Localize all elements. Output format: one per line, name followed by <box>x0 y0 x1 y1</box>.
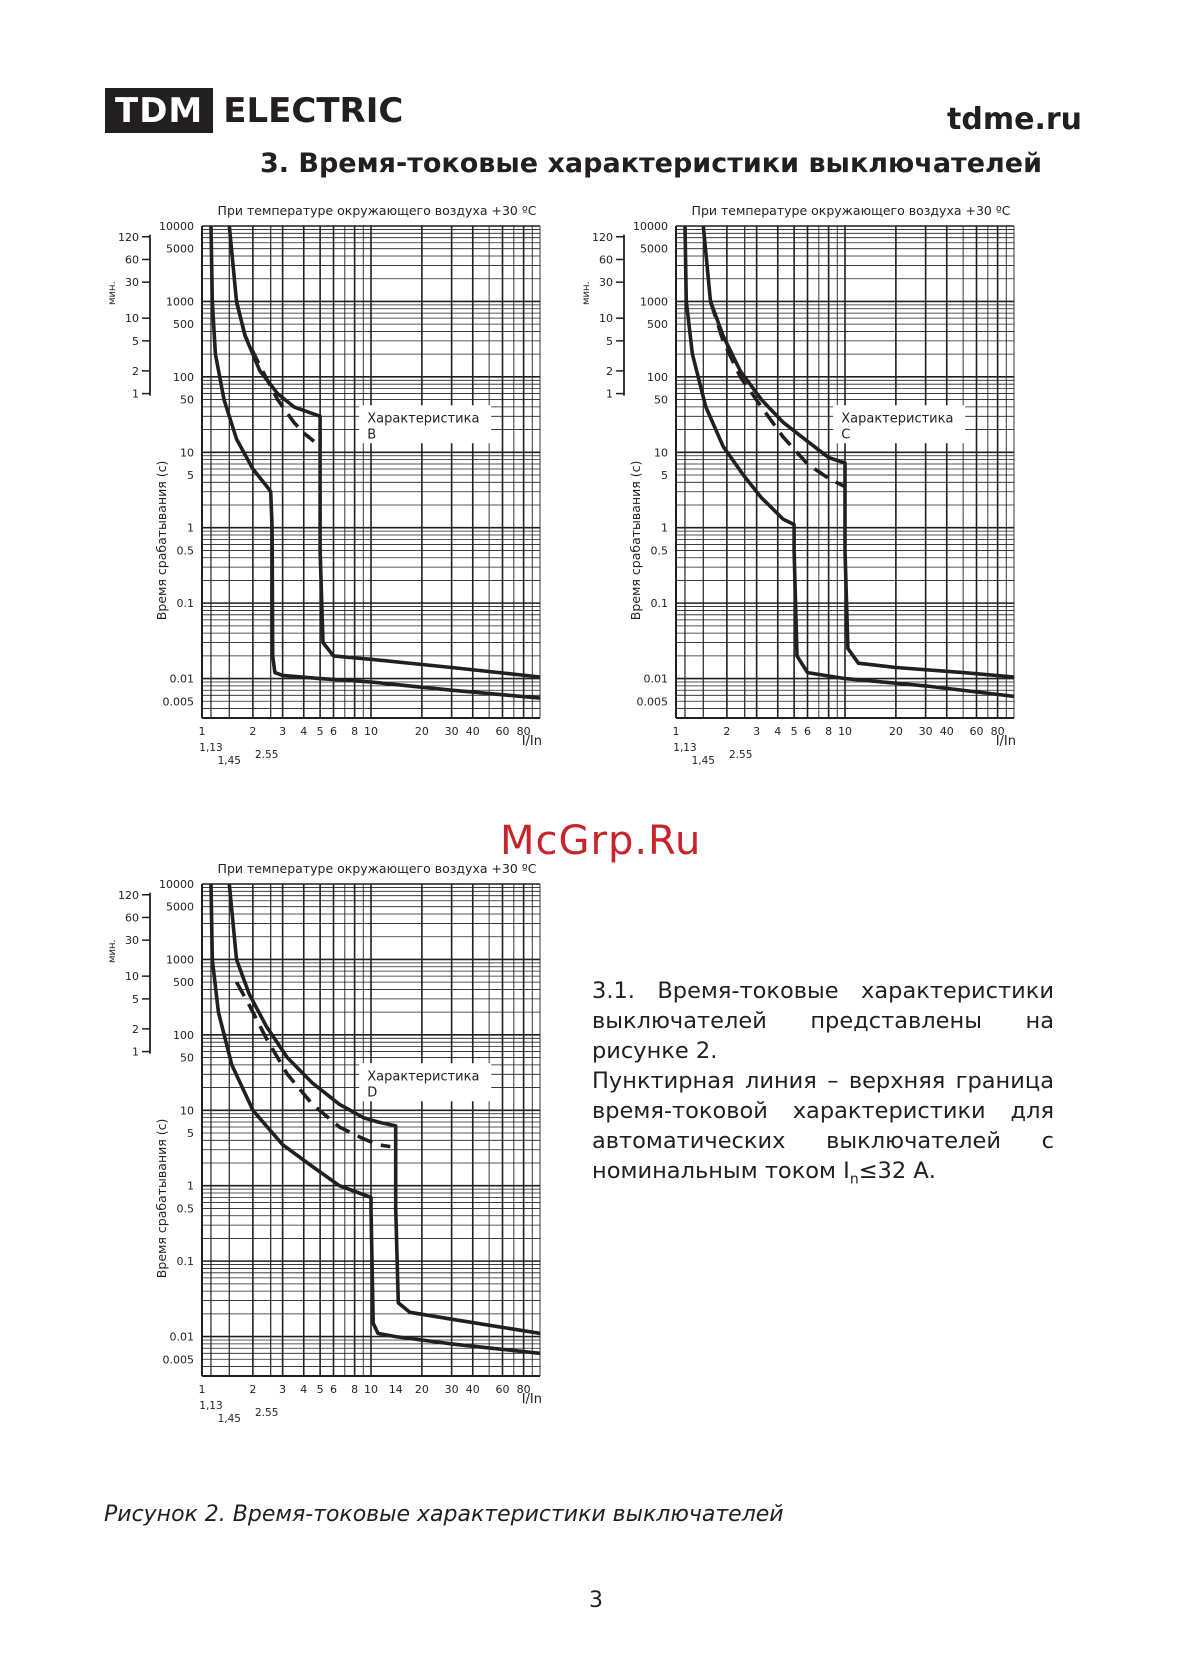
y-tick-label: 0.5 <box>176 544 194 558</box>
x-axis-label: I/In <box>521 1392 542 1407</box>
x-tick-label: 2 <box>723 725 731 738</box>
x-tick-label: 4 <box>300 1383 308 1396</box>
x-tick-label: 60 <box>495 1383 510 1396</box>
characteristic-label: Характеристика <box>367 411 480 427</box>
minutes-tick-label: 60 <box>125 253 139 267</box>
x-tick-label: 10 <box>364 725 378 738</box>
x-tick-label: 6 <box>804 725 812 738</box>
minutes-tick-label: 120 <box>118 888 139 902</box>
x-tick-label: 3 <box>279 1383 287 1396</box>
y-tick-label: 10 <box>180 446 194 460</box>
y-tick-label: 0.1 <box>650 597 668 611</box>
x-extra-tick-label: 1,13 <box>199 1400 223 1412</box>
minutes-tick-label: 2 <box>132 1022 139 1036</box>
x-tick-label: 20 <box>888 725 903 738</box>
chart-characteristic-b <box>100 196 560 806</box>
x-tick-label: 10 <box>838 725 852 738</box>
chart-title: При температуре окружающего воздуха +30 ºС <box>217 203 537 218</box>
tdm-logo <box>105 88 403 133</box>
y-tick-label: 10000 <box>159 878 194 891</box>
chart-title: При температуре окружающего воздуха +30 ºС <box>217 861 537 876</box>
x-tick-label: 30 <box>918 725 933 738</box>
y-tick-label: 0.01 <box>169 1330 194 1344</box>
chart-characteristic-c <box>574 196 1034 806</box>
x-tick-label: 60 <box>495 725 510 738</box>
y-tick-label: 1000 <box>166 295 194 309</box>
y-tick-label: 5 <box>187 1126 194 1140</box>
minutes-tick-label: 5 <box>132 334 139 348</box>
minutes-tick-label: 5 <box>132 992 139 1006</box>
x-axis-label: I/In <box>521 734 542 749</box>
x-tick-label: 40 <box>465 1383 480 1396</box>
y-tick-label: 10 <box>180 1104 194 1118</box>
characteristic-label: Характеристика <box>841 411 954 427</box>
chart-title: При температуре окружающего воздуха +30 ºС <box>691 203 1011 218</box>
y-tick-label: 0.005 <box>162 1353 194 1367</box>
x-tick-label: 5 <box>316 1383 324 1396</box>
x-tick-label: 1 <box>198 1383 206 1396</box>
x-tick-label: 80 <box>516 725 531 738</box>
y-tick-label: 1000 <box>640 295 668 309</box>
x-tick-label: 8 <box>825 725 833 738</box>
x-axis-label: I/In <box>995 734 1016 749</box>
x-tick-label: 6 <box>330 725 338 738</box>
description-text <box>592 976 1054 1195</box>
y-tick-label: 5 <box>661 468 668 482</box>
figure-caption: Рисунок 2. Время-токовые характеристики выключателей <box>104 1502 784 1527</box>
y-tick-label: 5000 <box>166 900 194 914</box>
chart-characteristic-d <box>100 854 560 1464</box>
y-tick-label: 0.5 <box>176 1202 194 1216</box>
x-tick-label: 4 <box>300 725 308 738</box>
para2-sub: n <box>849 1171 859 1188</box>
para2-suffix: ≤32 А. <box>858 1158 936 1184</box>
x-extra-tick-label: 1,13 <box>673 742 697 754</box>
x-tick-label: 20 <box>414 725 429 738</box>
minutes-tick-label: 10 <box>599 312 613 326</box>
y-tick-label: 0.005 <box>636 695 668 709</box>
x-tick-label: 80 <box>516 1383 531 1396</box>
y-tick-label: 10000 <box>159 220 194 233</box>
y-tick-label: 0.1 <box>176 1255 194 1269</box>
y-tick-label: 500 <box>647 318 668 332</box>
x-tick-label: 3 <box>279 725 287 738</box>
y-axis-label: Время срабатывания (с) <box>154 1118 169 1279</box>
minutes-tick-label: 10 <box>125 312 139 326</box>
characteristic-label: Характеристика <box>367 1069 480 1085</box>
page-number: 3 <box>589 1588 603 1613</box>
minutes-tick-label: 60 <box>125 911 139 925</box>
x-extra-tick-label: 1,45 <box>217 755 241 767</box>
y-tick-label: 10000 <box>633 220 668 233</box>
minutes-label: мин. <box>107 939 118 964</box>
minutes-tick-label: 1 <box>132 387 139 401</box>
y-tick-label: 1 <box>661 521 668 535</box>
x-extra-tick-label: 2.55 <box>255 1407 279 1419</box>
x-tick-label: 2 <box>249 1383 257 1396</box>
series-lower <box>211 884 540 1353</box>
x-tick-label: 2 <box>249 725 257 738</box>
minutes-tick-label: 30 <box>599 276 613 290</box>
characteristic-letter: D <box>367 1085 378 1101</box>
minutes-tick-label: 10 <box>125 970 139 984</box>
minutes-tick-label: 5 <box>606 334 613 348</box>
minutes-tick-label: 2 <box>606 364 613 378</box>
minutes-label: мин. <box>581 281 592 306</box>
description-para-1: 3.1. Время-токовые характеристики выключателей представлены на рисунке 2. <box>592 978 1054 1064</box>
logo-text: ELECTRIC <box>223 90 404 131</box>
x-tick-label: 5 <box>790 725 798 738</box>
x-tick-label: 1 <box>672 725 680 738</box>
para2-prefix: Пунктирная линия – верхняя граница время-токовой характеристики для автоматических выключателей с номинальным током I <box>592 1068 1054 1184</box>
y-tick-label: 10 <box>654 446 668 460</box>
minutes-tick-label: 1 <box>606 387 613 401</box>
x-extra-tick-label: 1,45 <box>217 1413 241 1425</box>
y-tick-label: 0.5 <box>650 544 668 558</box>
series-upper-dashed <box>237 301 315 441</box>
minutes-tick-label: 120 <box>118 230 139 244</box>
x-tick-label: 6 <box>330 1383 338 1396</box>
y-tick-label: 0.005 <box>162 695 194 709</box>
y-tick-label: 5 <box>187 468 194 482</box>
minutes-tick-label: 120 <box>592 230 613 244</box>
minutes-tick-label: 30 <box>125 276 139 290</box>
y-tick-label: 50 <box>654 393 668 407</box>
x-tick-label: 10 <box>364 1383 378 1396</box>
x-tick-label: 5 <box>316 725 324 738</box>
y-tick-label: 1000 <box>166 953 194 967</box>
logo-box: TDM <box>105 88 213 133</box>
y-tick-label: 500 <box>173 976 194 990</box>
x-tick-label: 60 <box>969 725 984 738</box>
series-upper <box>229 884 540 1333</box>
x-tick-label: 1 <box>198 725 206 738</box>
x-tick-label: 8 <box>351 1383 359 1396</box>
minutes-label: мин. <box>107 281 118 306</box>
minutes-tick-label: 2 <box>132 364 139 378</box>
x-extra-tick-label: 2.55 <box>729 749 753 761</box>
minutes-tick-label: 1 <box>132 1045 139 1059</box>
y-tick-label: 100 <box>647 370 668 384</box>
y-axis-label: Время срабатывания (с) <box>154 460 169 621</box>
y-tick-label: 50 <box>180 1051 194 1065</box>
characteristic-letter: B <box>367 427 377 443</box>
y-tick-label: 5000 <box>166 242 194 256</box>
x-tick-label: 40 <box>465 725 480 738</box>
x-tick-label: 8 <box>351 725 359 738</box>
y-tick-label: 5000 <box>640 242 668 256</box>
watermark: McGrp.Ru <box>500 818 702 864</box>
y-tick-label: 50 <box>180 393 194 407</box>
y-tick-label: 0.1 <box>176 597 194 611</box>
y-tick-label: 0.01 <box>169 672 194 686</box>
x-tick-label: 14 <box>388 1383 403 1396</box>
y-tick-label: 0.01 <box>643 672 668 686</box>
x-extra-tick-label: 1,13 <box>199 742 223 754</box>
x-tick-label: 40 <box>939 725 954 738</box>
series-lower <box>211 226 540 698</box>
y-axis-label: Время срабатывания (с) <box>628 460 643 621</box>
x-tick-label: 30 <box>444 1383 459 1396</box>
description-para-2 <box>592 1066 1054 1195</box>
x-tick-label: 80 <box>990 725 1005 738</box>
site-url: tdme.ru <box>947 102 1082 137</box>
minutes-tick-label: 60 <box>599 253 613 267</box>
x-extra-tick-label: 1,45 <box>691 755 715 767</box>
y-tick-label: 1 <box>187 1179 194 1193</box>
characteristic-letter: C <box>841 427 851 443</box>
minutes-tick-label: 30 <box>125 934 139 948</box>
x-tick-label: 20 <box>414 1383 429 1396</box>
y-tick-label: 100 <box>173 1028 194 1042</box>
y-tick-label: 500 <box>173 318 194 332</box>
x-tick-label: 3 <box>753 725 761 738</box>
x-tick-label: 4 <box>774 725 782 738</box>
x-extra-tick-label: 2.55 <box>255 749 279 761</box>
x-tick-label: 30 <box>444 725 459 738</box>
page-title: 3. Время-токовые характеристики выключателей <box>259 148 1043 179</box>
y-tick-label: 100 <box>173 370 194 384</box>
y-tick-label: 1 <box>187 521 194 535</box>
